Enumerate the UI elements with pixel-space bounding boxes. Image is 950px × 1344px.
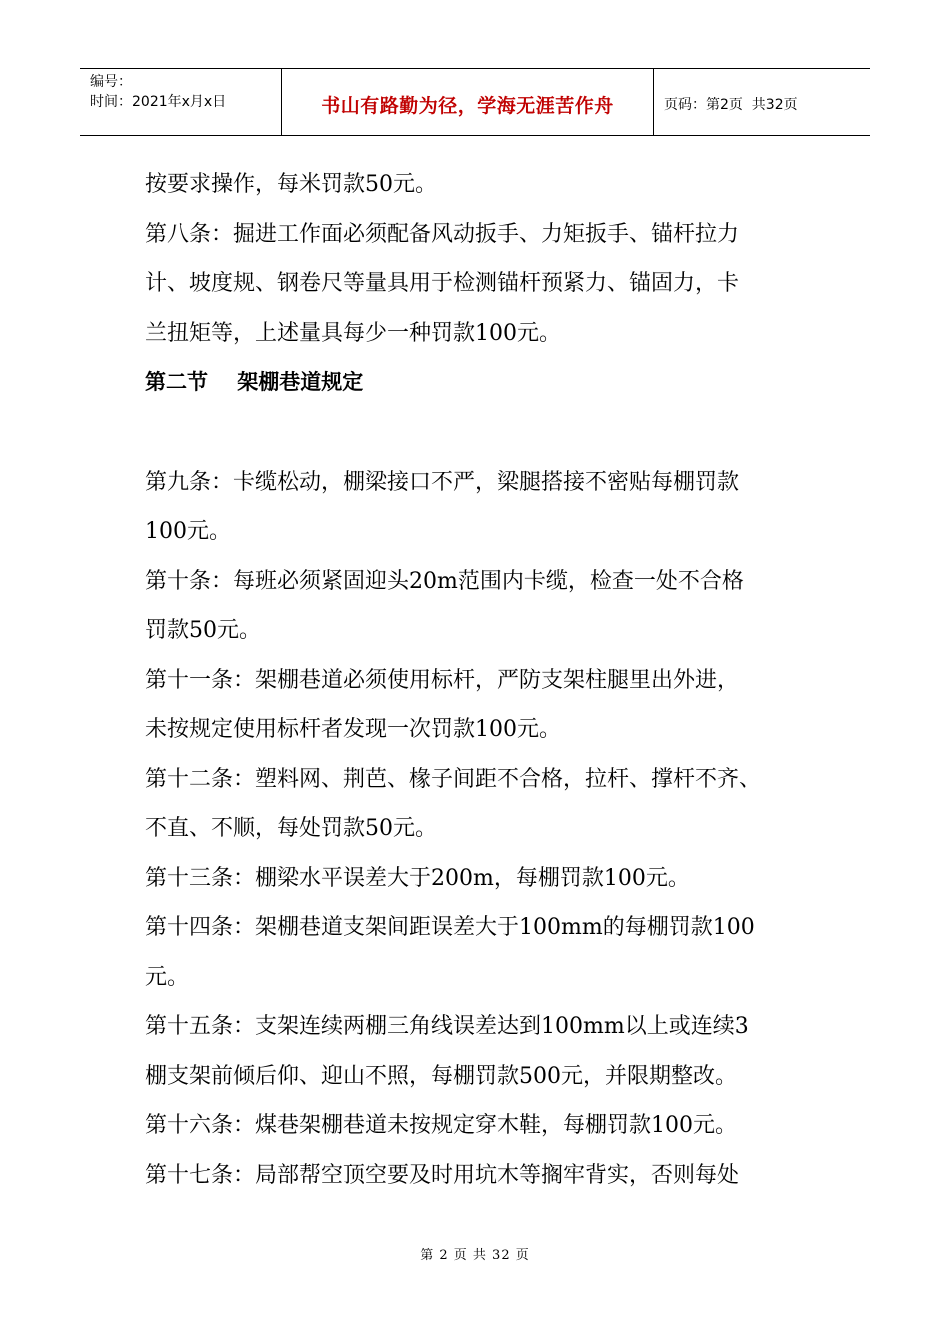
- header-page-info: 页码：第2页 共32页: [664, 97, 798, 113]
- body-text-line: 计、坡度规、钢卷尺等量具用于检测锚杆预紧力、锚固力，卡: [145, 271, 740, 296]
- body-text-line: 元。: [145, 964, 190, 990]
- body-text-line: 第九条：卡缆松动，棚梁接口不严，梁腿搭接不密贴每棚罚款: [145, 469, 740, 495]
- body-text-line: 兰扭矩等，上述量具每少一种罚款100元。: [145, 320, 561, 346]
- header-motto-cell: [282, 69, 654, 135]
- serial-label: 编号：: [90, 74, 132, 90]
- body-text-line: 100元。: [145, 519, 231, 544]
- body-text-line: 第十六条：煤巷架棚巷道未按规定穿木鞋，每棚罚款100元。: [145, 1113, 737, 1138]
- body-text-line: 第十五条：支架连续两棚三角线误差达到100mm以上或连续3: [145, 1014, 749, 1039]
- date-label: 时间：2021年x月x日: [90, 94, 227, 110]
- body-text-line: 第十条：每班必须紧固迎头20m范围内卡缆，检查一处不合格: [145, 568, 744, 594]
- header-meta: [80, 69, 282, 135]
- document-body: [145, 160, 835, 1200]
- section-title: 第二节 架棚巷道规定: [145, 370, 364, 394]
- body-text-line: 未按规定使用标杆者发现一次罚款100元。: [145, 717, 561, 742]
- body-text-line: 第十二条：塑料网、荆芭、椽子间距不合格，拉杆、撑杆不齐、: [145, 766, 762, 792]
- body-text-line: 棚支架前倾后仰、迎山不照，每棚罚款500元，并限期整改。: [145, 1063, 737, 1089]
- section-spacer: [145, 408, 835, 458]
- page-header: [80, 68, 870, 136]
- body-text-line: 按要求操作，每米罚款50元。: [145, 172, 437, 197]
- body-text-line: 第十四条：架棚巷道支架间距误差大于100mm的每棚罚款100: [145, 915, 755, 940]
- body-text-line: 第十一条：架棚巷道必须使用标杆，严防支架柱腿里出外进，: [145, 667, 740, 693]
- body-text-line: 第八条：掘进工作面必须配备风动扳手、力矩扳手、锚杆拉力: [145, 221, 740, 247]
- header-motto: 书山有路勤为径，学海无涯苦作舟: [321, 94, 614, 117]
- body-text-line: 不直、不顺，每处罚款50元。: [145, 816, 437, 841]
- body-text-line: 罚款50元。: [145, 618, 261, 643]
- body-text-line: 第十三条：棚梁水平误差大于200m，每棚罚款100元。: [145, 865, 690, 891]
- page-footer: 第 2 页 共 32 页: [420, 1248, 530, 1263]
- header-page-info-cell: [654, 69, 870, 135]
- body-text-line: 第十七条：局部帮空顶空要及时用坑木等搁牢背实，否则每处: [145, 1162, 740, 1188]
